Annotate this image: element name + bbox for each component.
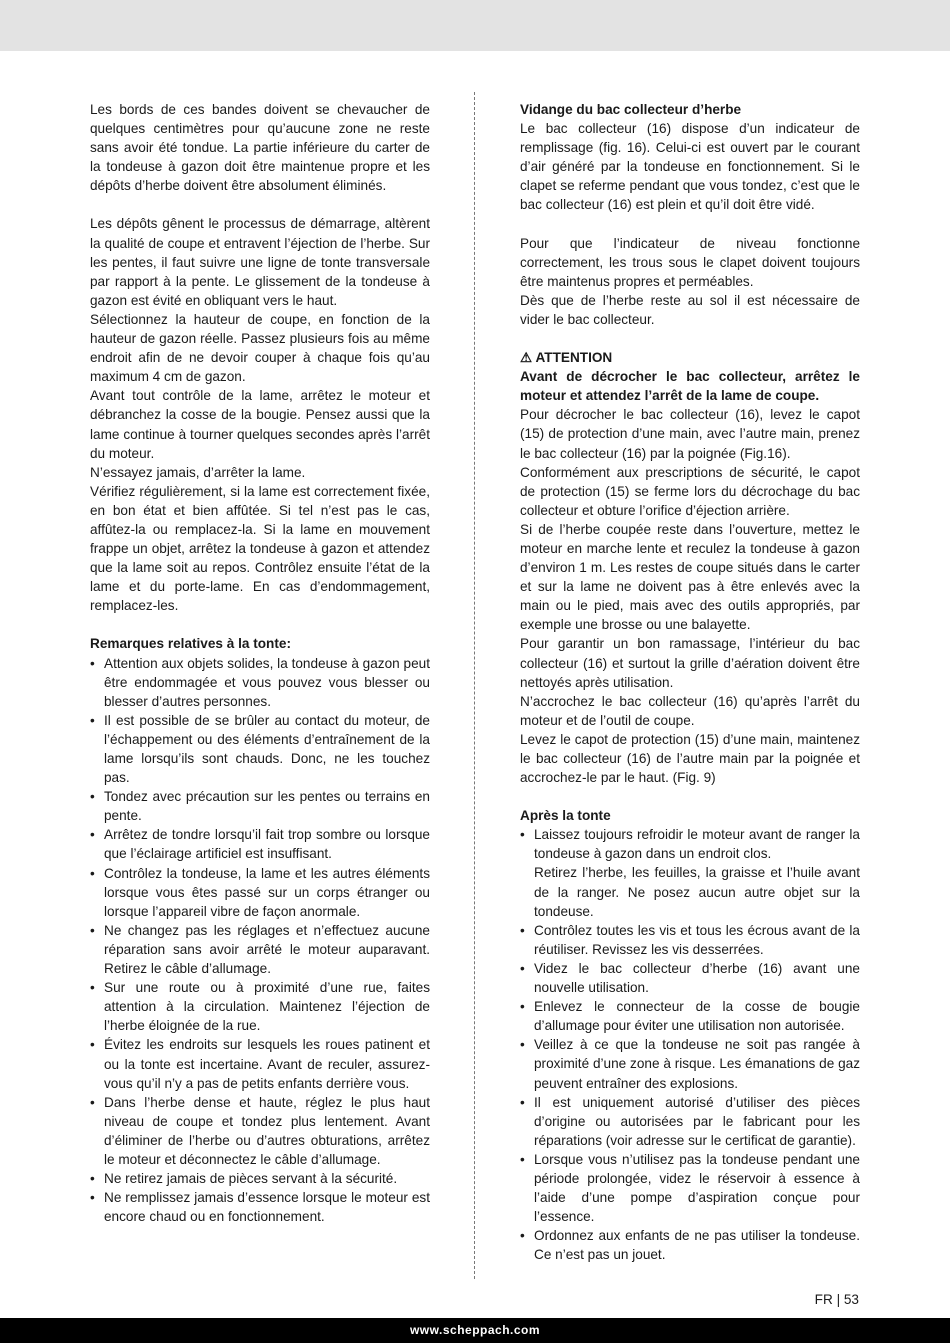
list-item: • Sur une route ou à proximité d’une rue, faites attention à la circulation. Maintenez l’éjection de l’herbe éloignée de la rue.: [90, 978, 430, 1035]
list-item-text: • Videz le bac collecteur d’herbe (16) avant une nouvelle utilisation.: [534, 960, 860, 996]
list-item-text: • Laissez toujours refroidir le moteur avant de ranger la tondeuse à gazon dans un endroit clos.: [534, 827, 860, 862]
remarks-list: [90, 654, 430, 1227]
attention-warning: Avant de décrocher le bac collecteur, arrêtez le moteur et attendez l’arrêt de la lame de coupe.: [520, 369, 860, 404]
paragraph: Levez le capot de protection (15) d’une main, maintenez le bac collecteur (16) de l’autre main par la poignée et accrochez-le par le haut. (Fig. 9): [520, 731, 860, 786]
list-item-text: • Veillez à ce que la tondeuse ne soit pas rangée à proximité d’une zone à risque. Les émanations de gaz peuvent entraîner des explosions.: [534, 1037, 860, 1091]
paragraph: Pour que l’indicateur de niveau fonctionne correctement, les trous sous le clapet doivent toujours être maintenus propres et perméables.: [520, 235, 860, 289]
list-item-text: • Ordonnez aux enfants de ne pas utiliser la tondeuse. Ce n’est pas un jouet.: [534, 1228, 860, 1263]
list-item: • Contrôlez la tondeuse, la lame et les autres éléments lorsque vous êtes passé sur un corps étranger ou lorsque l’appareil vibre de façon anormale.: [90, 864, 430, 921]
list-item: • Arrêtez de tondre lorsqu’il fait trop sombre ou lorsque que l’éclairage artificiel est insuffisant.: [90, 825, 430, 863]
paragraph: Avant tout contrôle de la lame, arrêtez le moteur et débranchez la cosse de la bougie. Pensez aussi que la lame continue à tourner quelques secondes après l’arrêt du moteur.: [90, 388, 430, 461]
paragraph: Les dépôts gênent le processus de démarrage, altèrent la qualité de coupe et entravent l’éjection de l’herbe. Sur les pentes, il faut suivre une ligne de tonte transversale par rapport à la pente. Le glissement de la tondeuse à gazon est évité en obliquant vers le haut.: [90, 216, 430, 308]
paragraph: Pour garantir un bon ramassage, l’intérieur du bac collecteur (16) et surtout la grille d’aération doivent être nettoyés après utilisation.: [520, 636, 860, 690]
paragraph: Dès que de l’herbe reste au sol il est nécessaire de vider le bac collecteur.: [520, 292, 860, 327]
list-item: [520, 997, 860, 1035]
column-divider: [474, 92, 475, 1279]
header-band: [0, 0, 950, 51]
paragraph: Si de l’herbe coupée reste dans l’ouverture, mettez le moteur en marche lente et reculez la tondeuse à gazon d’environ 1 m. Les restes de coupe situés dans le carter et sur la lame ne doivent pas à être enlevés avec la main ou le pied, mais avec des outils appropriés, par exemple une brosse ou une balayette.: [520, 521, 860, 633]
attention-heading: [520, 348, 860, 367]
list-item-text: • Lorsque vous n’utilisez pas la tondeuse pendant une période prolongée, videz le réservoir à essence à l’aide d’une pompe d’aspiration conçue pour l’essence.: [534, 1151, 860, 1225]
list-item-text: • Il est uniquement autorisé d’utiliser des pièces d’origine ou autorisées par le fabricant pour les réparations (voir adresse sur le certificat de garantie).: [534, 1094, 860, 1148]
list-item: • Ne remplissez jamais d’essence lorsque le moteur est encore chaud ou en fonctionnement.: [90, 1188, 430, 1226]
paragraph: N’essayez jamais, d’arrêter la lame.: [90, 464, 306, 480]
list-item: [520, 1035, 860, 1092]
paragraph: N’accrochez le bac collecteur (16) qu’après l’arrêt du moteur et de l’outil de coupe.: [520, 693, 860, 728]
remarks-heading: Remarques relatives à la tonte:: [90, 636, 291, 652]
page-number: FR | 53: [814, 1292, 859, 1307]
paragraph: Vérifiez régulièrement, si la lame est correctement fixée, en bon état et bien affûtée. Si tel n’est pas le cas, affûtez-la ou remplacez-la. Si la lame en mouvement frappe un objet, arrêtez la tondeuse à gazon et attendez que la lame soit au repos. Contrôlez ensuite l’état de la lame et du porte-lame. En cas d’endommagement, remplacez-les.: [90, 483, 430, 614]
paragraph: Conformément aux prescriptions de sécurité, le capot de protection (15) se ferme lors du décrochage du bac collecteur et obture l’orifice d’éjection arrière.: [520, 464, 860, 518]
paragraph: Pour décrocher le bac collecteur (16), levez le capot (15) de protection d’une main, avec l’autre main, prenez le bac collecteur (16) par la poignée (Fig.16).: [520, 407, 860, 461]
list-item: • Ne changez pas les réglages et n’effectuez aucune réparation sans avoir arrêté le moteur auparavant. Retirez le câble d’allumage.: [90, 921, 430, 978]
list-item: [520, 1150, 860, 1226]
list-item: • Il est possible de se brûler au contact du moteur, de l’échappement ou des éléments d’entraînement de la lame lorsqu’ils sont chauds. Donc, ne les touchez pas.: [90, 711, 430, 787]
list-item: • Dans l’herbe dense et haute, réglez le plus haut niveau de coupe et tondez plus lentement. Avant d’éliminer de l’herbe ou d’autres obturations, arrêtez le moteur et déconnectez le câble d’allumage.: [90, 1093, 430, 1169]
list-item: [520, 959, 860, 997]
list-item: • Tondez avec précaution sur les pentes ou terrains en pente.: [90, 787, 430, 825]
apres-heading: Après la tonte: [520, 808, 611, 824]
paragraph: Sélectionnez la hauteur de coupe, en fonction de la hauteur de gazon réelle. Passez plusieurs fois au même endroit afin de ne devoir couper à chaque fois qu’au maximum 4 cm de gazon.: [90, 311, 430, 385]
list-item: [520, 1226, 860, 1264]
warning-icon: ⚠: [520, 350, 533, 366]
right-column: [520, 100, 860, 1264]
vidange-heading: Vidange du bac collecteur d’herbe: [520, 102, 742, 117]
paragraph: Les bords de ces bandes doivent se chevaucher de quelques centimètres pour qu’aucune zone ne reste sans avoir été tondue. La partie inférieure du carter de la tondeuse à gazon doit être maintenue propre et les dépôts d’herbe doivent être absolument éliminés.: [90, 102, 430, 194]
website-link[interactable]: www.scheppach.com: [409, 1323, 541, 1337]
left-column: [90, 100, 430, 1226]
attention-label: ATTENTION: [535, 350, 613, 366]
paragraph: Le bac collecteur (16) dispose d’un indicateur de remplissage (fig. 16). Celui-ci est ouvert par le courant d’air généré par la tondeuse en fonctionnement. Si le clapet se referme pendant que vous tondez, c’est que le bac collecteur (16) est plein et qu’il doit être vidé.: [520, 121, 860, 213]
list-item-text: Retirez l’herbe, les feuilles, la graisse et l’huile avant de la ranger. Ne posez aucun autre objet sur la tondeuse.: [534, 865, 860, 919]
list-item-text: • Contrôlez toutes les vis et tous les écrous avant de la réutiliser. Revissez les vis desserrées.: [534, 922, 860, 957]
list-item: [520, 825, 860, 920]
list-item: • Attention aux objets solides, la tondeuse à gazon peut être endommagée et vous pouvez vous blesser ou blesser d’autres personnes.: [90, 654, 430, 711]
list-item: • Évitez les endroits sur lesquels les roues patinent et ou la tonte est incertaine. Avant de reculer, assurez-vous qu’il n’y a pas de petits enfants derrière vous.: [90, 1035, 430, 1092]
apres-list: [520, 825, 860, 1264]
list-item: • Ne retirez jamais de pièces servant à la sécurité.: [90, 1169, 430, 1188]
list-item: [520, 921, 860, 959]
list-item: [520, 1093, 860, 1150]
footer-bar: [0, 1318, 950, 1343]
list-item-text: • Enlevez le connecteur de la cosse de bougie d’allumage pour éviter une utilisation non autorisée.: [534, 999, 860, 1034]
